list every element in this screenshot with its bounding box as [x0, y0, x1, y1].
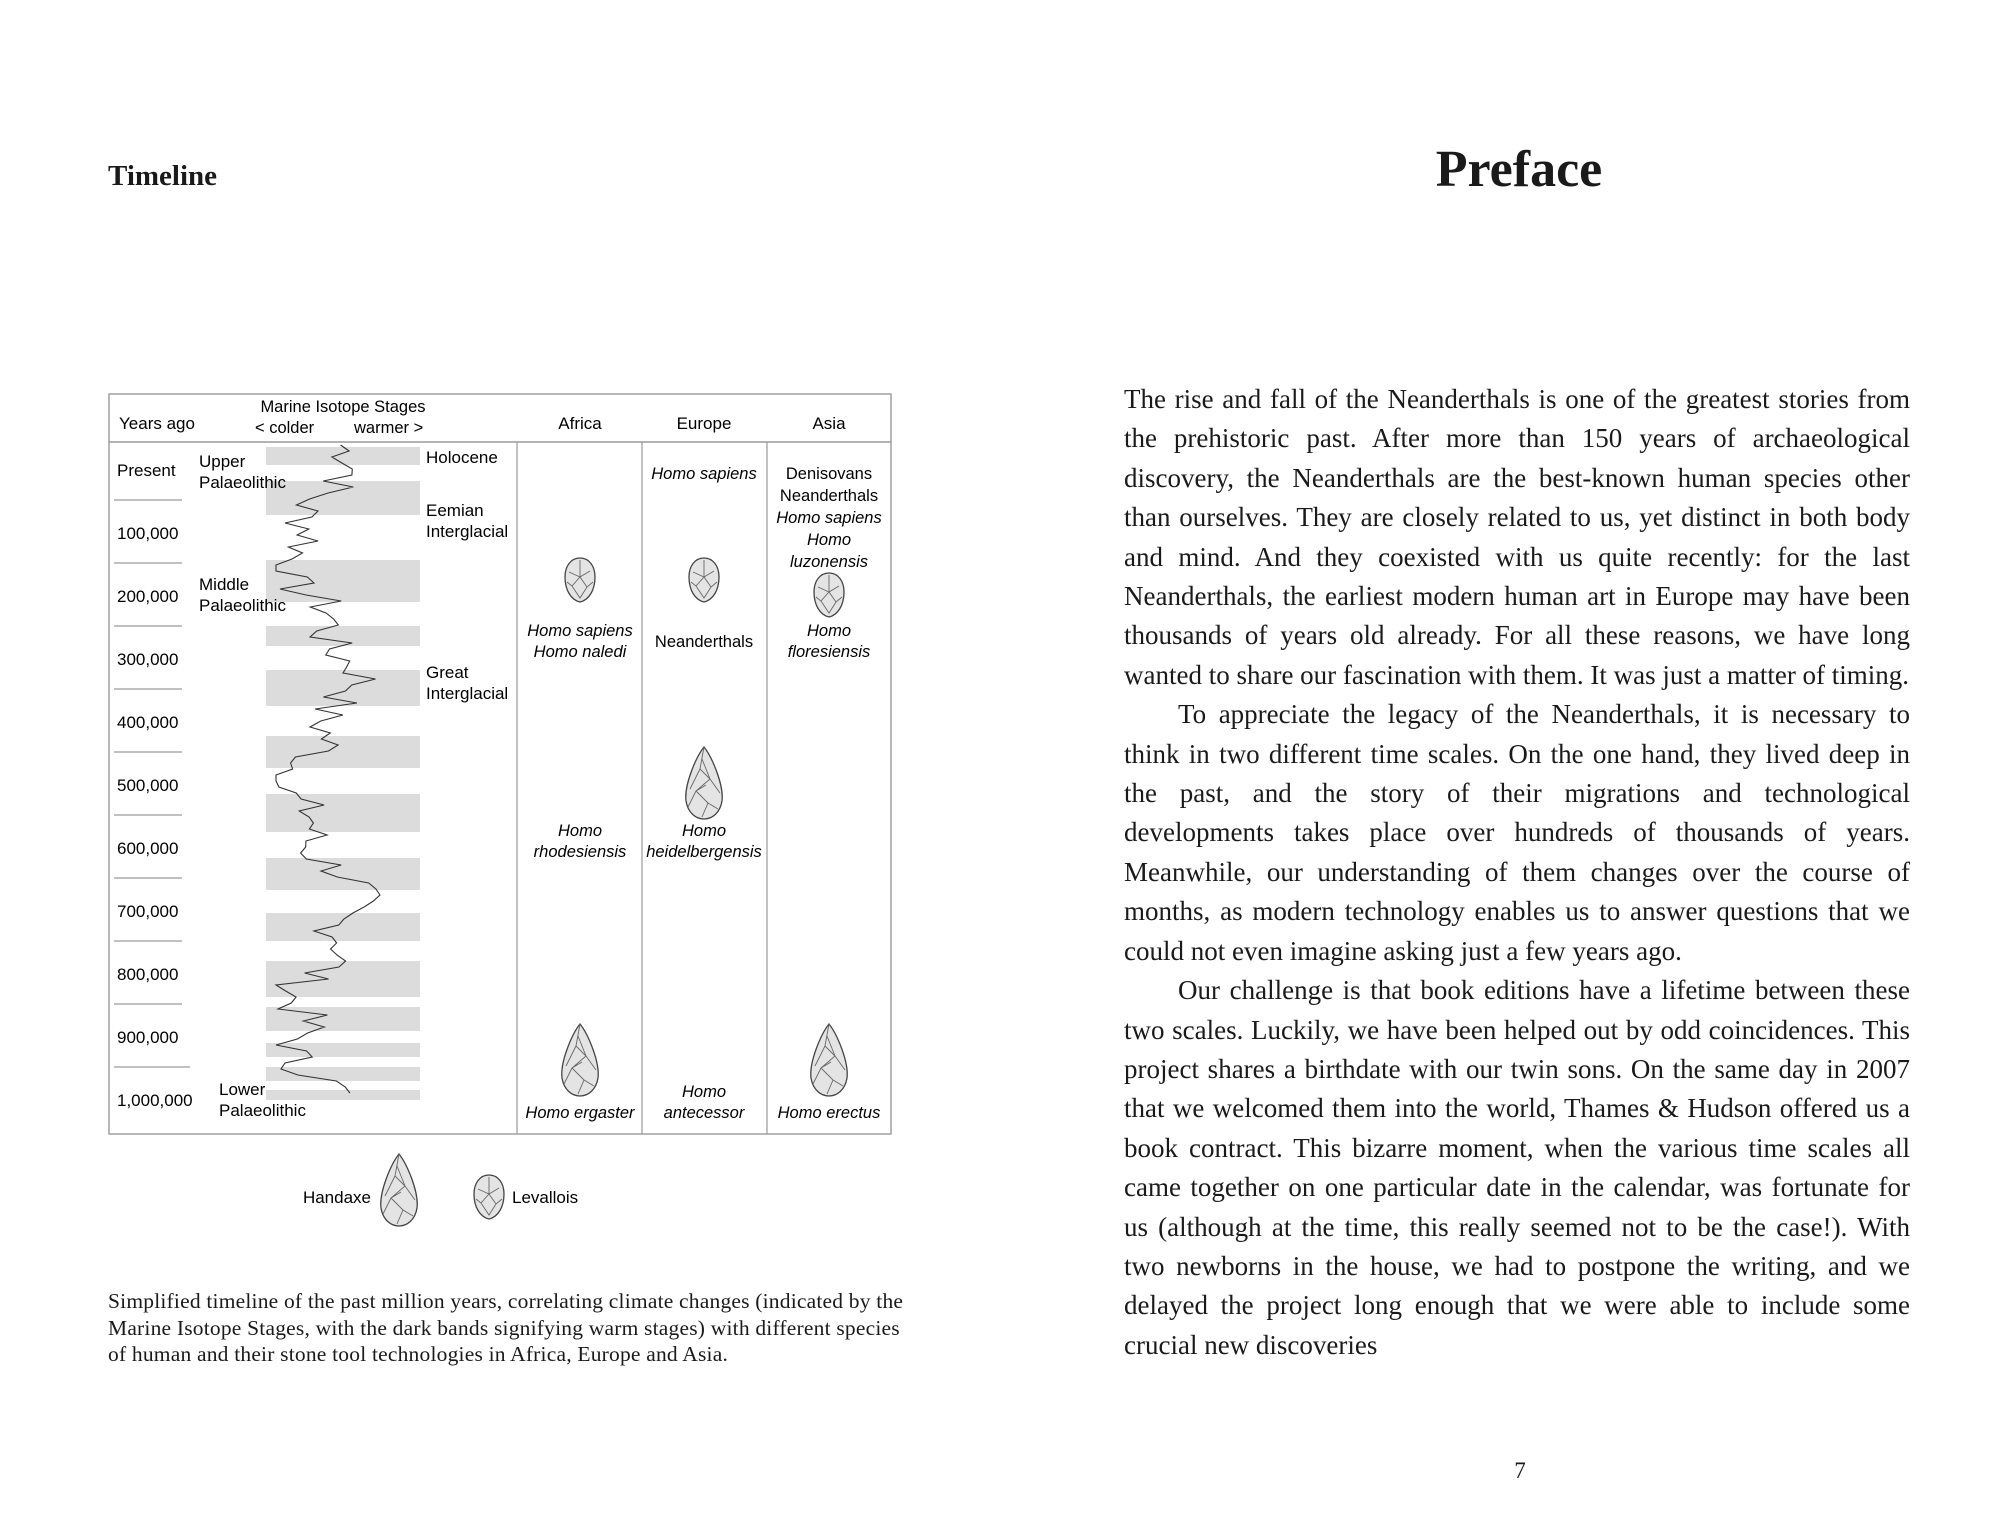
year-label: Present [117, 461, 176, 480]
levallois-icon [565, 558, 595, 602]
handaxe-icon [811, 1024, 847, 1096]
europe-antecessor-line1: Homo [681, 1083, 727, 1101]
year-label: 100,000 [117, 524, 179, 543]
legend-handaxe-icon [381, 1154, 417, 1226]
stage-great-line2: Interglacial [426, 684, 509, 703]
year-label: 300,000 [117, 650, 179, 669]
figure-caption: Simplified timeline of the past million years, correlating climate changes (indicated by the Marine Isotope Stages, with the dark bands signifying warm stages) with different species of human and their stone tool technologies in Africa, Europe and Asia. [108, 1289, 904, 1366]
period-lower-line1: Lower [219, 1080, 266, 1099]
levallois-icon [814, 573, 844, 617]
africa-rhodesiensis-line2: rhodesiensis [533, 843, 627, 861]
asia-luzonensis-line2: luzonensis [790, 553, 868, 571]
preface-paragraph: The rise and fall of the Neanderthals is one of the greatest stories from the prehistoric past. After more than 150 years of archaeological discovery, the Neanderthals are the best-known human species other than ourselves. They are closely related to us, yet distinct in both body and mind. And they coexisted with us quite recently: for the last Neanderthals, the earliest modern human art in Europe may have been thousands of years old already. For all these reasons, we have long wanted to share our fascination with them. It was just a matter of timing. [1124, 384, 1910, 690]
africa-homo-ergaster: Homo ergaster [525, 1104, 635, 1122]
year-label: 700,000 [117, 902, 179, 921]
period-lower-line2: Palaeolithic [219, 1101, 306, 1120]
period-middle-line2: Palaeolithic [199, 596, 286, 615]
legend-handaxe-label: Handaxe [302, 1188, 371, 1207]
header-mis-title: Marine Isotope Stages [260, 398, 426, 416]
header-africa: Africa [558, 414, 602, 433]
preface-body [1124, 380, 1910, 1365]
europe-antecessor-line2: antecessor [663, 1104, 745, 1122]
legend-levallois-icon [474, 1175, 504, 1219]
preface-heading: Preface [1435, 141, 1603, 198]
warm-stage-bands [266, 447, 420, 1100]
africa-rhodesiensis-line1: Homo [557, 822, 603, 840]
year-label: 600,000 [117, 839, 179, 858]
year-label: 500,000 [117, 776, 179, 795]
page-number: 7 [1514, 1458, 1526, 1483]
asia-homo-erectus: Homo erectus [777, 1104, 881, 1122]
europe-homo-sapiens: Homo sapiens [651, 465, 757, 483]
preface-paragraph: To appreciate the legacy of the Neanderthals, it is necessary to think in two different time scales. On the one hand, they lived deep in the past, and the story of their migrations and technological developments takes place over hundreds of thousands of years. Meanwhile, our understanding of them changes over the course of months, as modern technology enables us to answer questions that we could not even imagine asking just a few years ago. [1124, 699, 1910, 966]
year-label: 400,000 [117, 713, 179, 732]
year-label: 900,000 [117, 1028, 179, 1047]
header-warmer: warmer > [354, 419, 424, 437]
asia-floresiensis-line1: Homo [806, 622, 852, 640]
levallois-icon [689, 558, 719, 602]
timeline-figure [100, 385, 900, 1240]
year-axis [117, 461, 193, 1110]
timeline-heading: Timeline [108, 160, 218, 192]
europe-heidelbergensis-line1: Homo [681, 822, 727, 840]
legend-levallois-label: Levallois [512, 1188, 579, 1207]
stage-holocene: Holocene [426, 448, 498, 467]
europe-neanderthals: Neanderthals [654, 633, 754, 651]
header-years-ago: Years ago [119, 414, 195, 433]
header-asia: Asia [812, 414, 846, 433]
stage-eemian-line1: Eemian [426, 501, 484, 520]
year-label: 200,000 [117, 587, 179, 606]
header-colder: < colder [255, 419, 315, 437]
africa-homo-sapiens: Homo sapiens [527, 622, 633, 640]
africa-homo-naledi: Homo naledi [533, 643, 627, 661]
period-middle-line1: Middle [199, 575, 250, 594]
period-upper-line2: Palaeolithic [199, 473, 286, 492]
asia-luzonensis-line1: Homo [806, 531, 852, 549]
year-label: 1,000,000 [117, 1091, 193, 1110]
year-label: 800,000 [117, 965, 179, 984]
figure-frame [109, 394, 891, 1134]
handaxe-icon [686, 747, 722, 819]
stage-great-line1: Great [426, 663, 469, 682]
asia-denisovans: Denisovans [785, 465, 873, 483]
preface-paragraph: Our challenge is that book editions have a lifetime between these two scales. Luckily, we have been helped out by odd coincidences. This project shares a birthdate with our twin sons. On the same day in 2007 that we welcomed them into the world, Thames & Hudson offered us a book contract. This bizarre moment, when the various time scales all came together on one particular date in the calendar, was fortunate for us (although at the time, this really seemed not to be the case!). With two newborns in the house, we had to postpone the writing, and we delayed the project long enough that we were able to include some crucial new discoveries [1124, 975, 1910, 1360]
handaxe-icon [562, 1024, 598, 1096]
asia-neanderthals: Neanderthals [779, 487, 879, 505]
europe-heidelbergensis-line2: heidelbergensis [646, 843, 762, 861]
asia-floresiensis-line2: floresiensis [787, 643, 871, 661]
period-upper-line1: Upper [199, 452, 246, 471]
header-europe: Europe [676, 414, 732, 433]
asia-homo-sapiens: Homo sapiens [776, 509, 882, 527]
stage-eemian-line2: Interglacial [426, 522, 509, 541]
